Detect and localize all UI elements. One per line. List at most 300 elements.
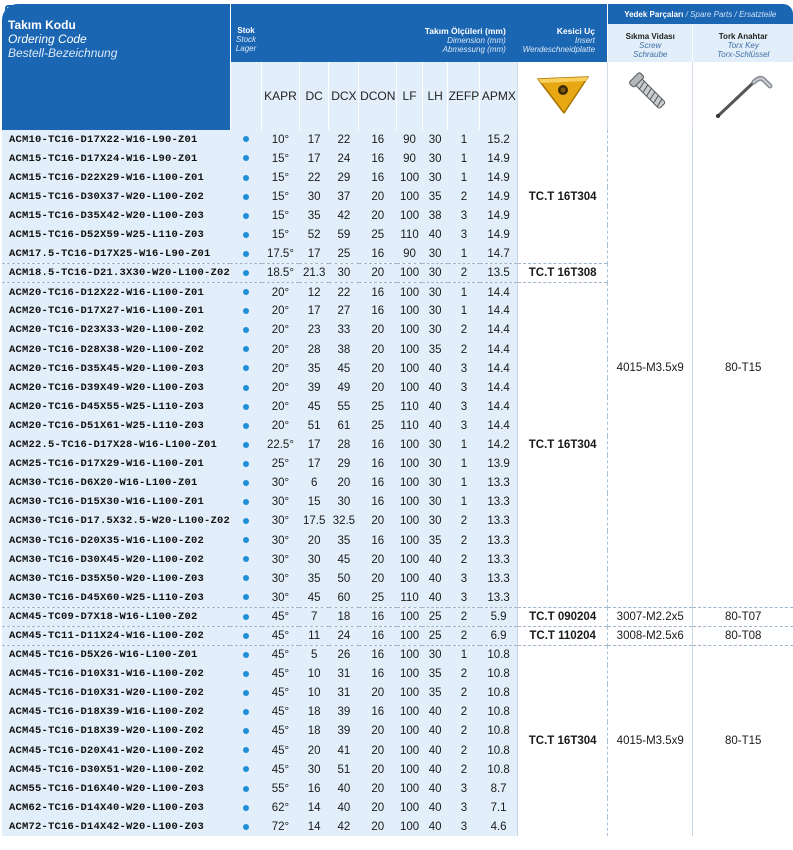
dcx-cell: 61 bbox=[329, 416, 359, 435]
spare-sep-2: / bbox=[732, 9, 739, 19]
kapr-cell: 45° bbox=[262, 626, 300, 645]
dc-cell: 39 bbox=[299, 378, 329, 397]
screw-en: Screw bbox=[639, 41, 662, 50]
lf-cell: 100 bbox=[397, 340, 423, 359]
stock-dot-icon bbox=[243, 594, 249, 600]
ordering-code-cell: ACM55-TC16-D16X40-W20-L100-Z03 bbox=[2, 779, 230, 798]
dcx-cell: 39 bbox=[329, 703, 359, 722]
apmx-cell: 14.4 bbox=[480, 416, 518, 435]
dcx-cell: 49 bbox=[329, 378, 359, 397]
dcon-cell: 20 bbox=[359, 760, 397, 779]
dcx-cell: 25 bbox=[329, 245, 359, 264]
lh-cell: 40 bbox=[422, 397, 448, 416]
dimension-de: Abmessung (mm) bbox=[442, 45, 506, 54]
dc-cell: 17 bbox=[299, 130, 329, 149]
kapr-cell: 30° bbox=[262, 569, 300, 588]
stock-header bbox=[230, 4, 261, 62]
apmx-cell: 10.8 bbox=[480, 722, 518, 741]
dc-cell: 17 bbox=[299, 245, 329, 264]
dcx-cell: 39 bbox=[329, 722, 359, 741]
stock-dot-icon bbox=[243, 652, 249, 658]
kapr-cell: 17.5° bbox=[262, 245, 300, 264]
ordering-code-cell: ACM18.5-TC16-D21.3X30-W20-L100-Z02 bbox=[2, 264, 230, 283]
dcx-cell: 35 bbox=[329, 531, 359, 550]
dcx-cell: 24 bbox=[329, 149, 359, 168]
zefp-cell: 3 bbox=[448, 359, 480, 378]
lf-cell: 100 bbox=[397, 531, 423, 550]
lf-cell: 100 bbox=[397, 760, 423, 779]
apmx-cell: 14.4 bbox=[480, 321, 518, 340]
apmx-cell: 13.3 bbox=[480, 512, 518, 531]
stock-cell bbox=[230, 149, 261, 168]
kapr-cell: 45° bbox=[262, 665, 300, 684]
lh-cell: 40 bbox=[422, 359, 448, 378]
lf-cell: 100 bbox=[397, 206, 423, 225]
zefp-cell: 3 bbox=[448, 416, 480, 435]
ordering-code-cell: ACM15-TC16-D17X24-W16-L90-Z01 bbox=[2, 149, 230, 168]
insert-cell: TC.T 16T304 bbox=[518, 283, 608, 608]
zefp-cell: 1 bbox=[448, 245, 480, 264]
col-kapr: KAPR bbox=[262, 62, 300, 130]
spare-parts-en: Spare Parts bbox=[690, 9, 733, 19]
zefp-cell: 1 bbox=[448, 436, 480, 455]
kapr-cell: 45° bbox=[262, 684, 300, 703]
dcon-cell: 16 bbox=[359, 149, 397, 168]
apmx-cell: 10.8 bbox=[480, 646, 518, 665]
dcon-cell: 16 bbox=[359, 493, 397, 512]
stock-cell bbox=[230, 206, 261, 225]
dcon-cell: 16 bbox=[359, 302, 397, 321]
screw-tr: Sıkma Vidası bbox=[625, 32, 675, 41]
dcx-cell: 22 bbox=[329, 283, 359, 302]
zefp-cell: 2 bbox=[448, 187, 480, 206]
kapr-cell: 30° bbox=[262, 474, 300, 493]
zefp-cell: 1 bbox=[448, 474, 480, 493]
ordering-code-cell: ACM10-TC16-D17X22-W16-L90-Z01 bbox=[2, 130, 230, 149]
key-cell: 80-T08 bbox=[693, 626, 793, 645]
stock-cell bbox=[230, 378, 261, 397]
ordering-code-cell: ACM20-TC16-D39X49-W20-L100-Z03 bbox=[2, 378, 230, 397]
stock-dot-icon bbox=[243, 499, 249, 505]
lh-cell: 35 bbox=[422, 340, 448, 359]
lf-cell: 100 bbox=[397, 168, 423, 187]
ordering-code-cell: ACM15-TC16-D30X37-W20-L100-Z02 bbox=[2, 187, 230, 206]
zefp-cell: 2 bbox=[448, 665, 480, 684]
lf-cell: 100 bbox=[397, 569, 423, 588]
torx-key-icon bbox=[708, 68, 778, 120]
stock-dot-icon bbox=[243, 213, 249, 219]
ordering-code-cell: ACM45-TC16-D18X39-W20-L100-Z02 bbox=[2, 722, 230, 741]
dcx-cell: 18 bbox=[329, 607, 359, 626]
lh-cell: 30 bbox=[422, 168, 448, 187]
lh-cell: 30 bbox=[422, 283, 448, 302]
ordering-code-cell: ACM22.5-TC16-D17X28-W16-L100-Z01 bbox=[2, 436, 230, 455]
dc-cell: 18 bbox=[299, 703, 329, 722]
dc-cell: 21.3 bbox=[299, 264, 329, 283]
dimension-en: Dimension (mm) bbox=[447, 36, 506, 45]
dcx-cell: 30 bbox=[329, 493, 359, 512]
lf-cell: 90 bbox=[397, 130, 423, 149]
apmx-cell: 10.8 bbox=[480, 665, 518, 684]
table-row bbox=[2, 607, 793, 626]
lf-cell: 100 bbox=[397, 264, 423, 283]
ordering-code-cell: ACM30-TC16-D30X45-W20-L100-Z02 bbox=[2, 550, 230, 569]
stock-cell bbox=[230, 283, 261, 302]
dcx-cell: 41 bbox=[329, 741, 359, 760]
stock-dot-icon bbox=[243, 155, 249, 161]
lh-cell: 40 bbox=[422, 703, 448, 722]
insert-image bbox=[518, 62, 608, 130]
tool-spec-table bbox=[2, 4, 793, 836]
kapr-cell: 20° bbox=[262, 302, 300, 321]
stock-cell bbox=[230, 321, 261, 340]
zefp-cell: 3 bbox=[448, 378, 480, 397]
stock-dot-icon bbox=[243, 365, 249, 371]
stock-dot-icon bbox=[243, 327, 249, 333]
lf-cell: 100 bbox=[397, 817, 423, 836]
lh-cell: 40 bbox=[422, 416, 448, 435]
apmx-cell: 14.9 bbox=[480, 149, 518, 168]
dcon-cell: 16 bbox=[359, 531, 397, 550]
col-apmx: APMX bbox=[480, 62, 518, 130]
col-lh: LH bbox=[422, 62, 448, 130]
stock-cell bbox=[230, 397, 261, 416]
stock-cell bbox=[230, 665, 261, 684]
dcx-cell: 42 bbox=[329, 206, 359, 225]
dc-cell: 5 bbox=[299, 646, 329, 665]
dcon-cell: 20 bbox=[359, 340, 397, 359]
dcx-cell: 30 bbox=[329, 264, 359, 283]
screw-cell: 4015-M3.5x9 bbox=[608, 130, 693, 607]
lh-cell: 40 bbox=[422, 550, 448, 569]
stock-label-spacer bbox=[230, 62, 261, 130]
stock-dot-icon bbox=[243, 480, 249, 486]
zefp-cell: 1 bbox=[448, 130, 480, 149]
apmx-cell: 14.4 bbox=[480, 340, 518, 359]
apmx-cell: 14.4 bbox=[480, 359, 518, 378]
lh-cell: 30 bbox=[422, 455, 448, 474]
dcx-cell: 45 bbox=[329, 359, 359, 378]
key-image bbox=[693, 62, 793, 130]
kapr-cell: 20° bbox=[262, 397, 300, 416]
screw-icon bbox=[622, 69, 678, 119]
ordering-code-tr: Takım Kodu bbox=[8, 18, 76, 32]
kapr-cell: 55° bbox=[262, 779, 300, 798]
lf-cell: 100 bbox=[397, 626, 423, 645]
zefp-cell: 2 bbox=[448, 340, 480, 359]
kapr-cell: 45° bbox=[262, 722, 300, 741]
col-dcon: DCON bbox=[359, 62, 397, 130]
key-cell: 80-T07 bbox=[693, 607, 793, 626]
dc-cell: 28 bbox=[299, 340, 329, 359]
dcx-cell: 27 bbox=[329, 302, 359, 321]
stock-cell bbox=[230, 550, 261, 569]
kapr-cell: 72° bbox=[262, 817, 300, 836]
stock-dot-icon bbox=[243, 289, 249, 295]
dcon-cell: 16 bbox=[359, 646, 397, 665]
ordering-code-en: Ordering Code bbox=[8, 32, 87, 46]
ordering-code-cell: ACM72-TC16-D14X42-W20-L100-Z03 bbox=[2, 817, 230, 836]
stock-de: Lager bbox=[235, 44, 257, 53]
insert-cell: TC.T 16T304 bbox=[518, 130, 608, 264]
lf-cell: 100 bbox=[397, 436, 423, 455]
dcx-cell: 31 bbox=[329, 684, 359, 703]
stock-dot-icon bbox=[243, 709, 249, 715]
lf-cell: 100 bbox=[397, 607, 423, 626]
stock-cell bbox=[230, 703, 261, 722]
apmx-cell: 10.8 bbox=[480, 684, 518, 703]
key-header bbox=[693, 24, 793, 62]
stock-cell bbox=[230, 168, 261, 187]
zefp-cell: 2 bbox=[448, 703, 480, 722]
dc-cell: 35 bbox=[299, 359, 329, 378]
stock-cell bbox=[230, 531, 261, 550]
dcx-cell: 37 bbox=[329, 187, 359, 206]
ordering-code-cell: ACM30-TC16-D45X60-W25-L110-Z03 bbox=[2, 588, 230, 607]
stock-cell bbox=[230, 741, 261, 760]
dcx-cell: 32.5 bbox=[329, 512, 359, 531]
stock-cell bbox=[230, 245, 261, 264]
lh-cell: 25 bbox=[422, 607, 448, 626]
kapr-cell: 22.5° bbox=[262, 436, 300, 455]
dc-cell: 35 bbox=[299, 206, 329, 225]
apmx-cell: 13.3 bbox=[480, 569, 518, 588]
zefp-cell: 1 bbox=[448, 455, 480, 474]
stock-dot-icon bbox=[243, 805, 249, 811]
stock-dot-icon bbox=[243, 671, 249, 677]
kapr-cell: 30° bbox=[262, 550, 300, 569]
stock-cell bbox=[230, 512, 261, 531]
lf-cell: 100 bbox=[397, 722, 423, 741]
ordering-code-cell: ACM25-TC16-D17X29-W16-L100-Z01 bbox=[2, 455, 230, 474]
dcon-cell: 16 bbox=[359, 474, 397, 493]
stock-cell bbox=[230, 455, 261, 474]
lf-cell: 100 bbox=[397, 187, 423, 206]
dc-cell: 16 bbox=[299, 779, 329, 798]
ordering-code-cell: ACM45-TC11-D11X24-W16-L100-Z02 bbox=[2, 626, 230, 645]
dc-cell: 51 bbox=[299, 416, 329, 435]
stock-dot-icon bbox=[243, 537, 249, 543]
zefp-cell: 3 bbox=[448, 569, 480, 588]
insert-tr: Kesici Uç bbox=[556, 26, 596, 36]
lf-cell: 100 bbox=[397, 684, 423, 703]
lf-cell: 100 bbox=[397, 455, 423, 474]
zefp-cell: 2 bbox=[448, 741, 480, 760]
dcx-cell: 60 bbox=[329, 588, 359, 607]
dcx-cell: 28 bbox=[329, 436, 359, 455]
dcon-cell: 25 bbox=[359, 588, 397, 607]
zefp-cell: 3 bbox=[448, 779, 480, 798]
lf-cell: 110 bbox=[397, 588, 423, 607]
stock-dot-icon bbox=[243, 633, 249, 639]
dc-cell: 22 bbox=[299, 168, 329, 187]
lh-cell: 40 bbox=[422, 760, 448, 779]
stock-dot-icon bbox=[243, 747, 249, 753]
lh-cell: 30 bbox=[422, 646, 448, 665]
dcon-cell: 16 bbox=[359, 665, 397, 684]
ordering-code-cell: ACM20-TC16-D45X55-W25-L110-Z03 bbox=[2, 397, 230, 416]
dcx-cell: 38 bbox=[329, 340, 359, 359]
stock-dot-icon bbox=[243, 461, 249, 467]
zefp-cell: 3 bbox=[448, 588, 480, 607]
zefp-cell: 2 bbox=[448, 684, 480, 703]
lh-cell: 40 bbox=[422, 817, 448, 836]
zefp-cell: 3 bbox=[448, 397, 480, 416]
dc-cell: 30 bbox=[299, 550, 329, 569]
ordering-code-cell: ACM20-TC16-D23X33-W20-L100-Z02 bbox=[2, 321, 230, 340]
kapr-cell: 15° bbox=[262, 225, 300, 244]
lh-cell: 35 bbox=[422, 531, 448, 550]
stock-cell bbox=[230, 569, 261, 588]
spare-parts-tr: Yedek Parçaları bbox=[624, 9, 684, 19]
stock-dot-icon bbox=[243, 614, 249, 620]
stock-cell bbox=[230, 130, 261, 149]
col-dcx: DCX bbox=[329, 62, 359, 130]
dc-cell: 17 bbox=[299, 455, 329, 474]
dc-cell: 52 bbox=[299, 225, 329, 244]
ordering-code-cell: ACM20-TC16-D17X27-W16-L100-Z01 bbox=[2, 302, 230, 321]
lf-cell: 100 bbox=[397, 779, 423, 798]
screw-image bbox=[608, 62, 693, 130]
apmx-cell: 14.2 bbox=[480, 436, 518, 455]
ordering-code-cell: ACM45-TC16-D5X26-W16-L100-Z01 bbox=[2, 646, 230, 665]
dc-cell: 11 bbox=[299, 626, 329, 645]
ordering-code-cell: ACM30-TC16-D6X20-W16-L100-Z01 bbox=[2, 474, 230, 493]
apmx-cell: 13.3 bbox=[480, 588, 518, 607]
lf-cell: 100 bbox=[397, 493, 423, 512]
zefp-cell: 3 bbox=[448, 206, 480, 225]
dcon-cell: 20 bbox=[359, 798, 397, 817]
stock-cell bbox=[230, 684, 261, 703]
kapr-cell: 45° bbox=[262, 760, 300, 779]
zefp-cell: 2 bbox=[448, 512, 480, 531]
apmx-cell: 8.7 bbox=[480, 779, 518, 798]
zefp-cell: 2 bbox=[448, 607, 480, 626]
screw-header bbox=[608, 24, 693, 62]
stock-dot-icon bbox=[243, 556, 249, 562]
ordering-code-cell: ACM45-TC16-D18X39-W16-L100-Z02 bbox=[2, 703, 230, 722]
kapr-cell: 30° bbox=[262, 588, 300, 607]
zefp-cell: 2 bbox=[448, 550, 480, 569]
dcx-cell: 22 bbox=[329, 130, 359, 149]
lh-cell: 30 bbox=[422, 149, 448, 168]
ordering-code-cell: ACM15-TC16-D52X59-W25-L110-Z03 bbox=[2, 225, 230, 244]
dcon-cell: 16 bbox=[359, 130, 397, 149]
dcon-cell: 20 bbox=[359, 779, 397, 798]
insert-header bbox=[518, 4, 608, 62]
ordering-code-cell: ACM30-TC16-D20X35-W16-L100-Z02 bbox=[2, 531, 230, 550]
zefp-cell: 2 bbox=[448, 264, 480, 283]
kapr-cell: 45° bbox=[262, 646, 300, 665]
stock-dot-icon bbox=[243, 404, 249, 410]
stock-cell bbox=[230, 302, 261, 321]
kapr-cell: 30° bbox=[262, 531, 300, 550]
lf-cell: 100 bbox=[397, 302, 423, 321]
insert-de: Wendeschneidplatte bbox=[522, 45, 596, 54]
dcon-cell: 16 bbox=[359, 455, 397, 474]
screw-cell: 3008-M2.5x6 bbox=[608, 626, 693, 645]
dcon-cell: 20 bbox=[359, 722, 397, 741]
stock-dot-icon bbox=[243, 136, 249, 142]
lf-cell: 100 bbox=[397, 798, 423, 817]
lf-cell: 110 bbox=[397, 225, 423, 244]
kapr-cell: 30° bbox=[262, 493, 300, 512]
apmx-cell: 6.9 bbox=[480, 626, 518, 645]
kapr-cell: 45° bbox=[262, 703, 300, 722]
kapr-cell: 18.5° bbox=[262, 264, 300, 283]
dcx-cell: 26 bbox=[329, 646, 359, 665]
dcx-cell: 31 bbox=[329, 665, 359, 684]
stock-cell bbox=[230, 359, 261, 378]
dcx-cell: 55 bbox=[329, 397, 359, 416]
lh-cell: 30 bbox=[422, 474, 448, 493]
dimension-tr: Takım Ölçüleri (mm) bbox=[424, 26, 506, 36]
dcon-cell: 16 bbox=[359, 626, 397, 645]
lf-cell: 100 bbox=[397, 378, 423, 397]
lh-cell: 30 bbox=[422, 302, 448, 321]
zefp-cell: 1 bbox=[448, 646, 480, 665]
ordering-code-cell: ACM62-TC16-D14X40-W20-L100-Z03 bbox=[2, 798, 230, 817]
dcon-cell: 16 bbox=[359, 245, 397, 264]
dcx-cell: 59 bbox=[329, 225, 359, 244]
apmx-cell: 14.9 bbox=[480, 187, 518, 206]
ordering-code-cell: ACM30-TC16-D17.5X32.5-W20-L100-Z02 bbox=[2, 512, 230, 531]
stock-dot-icon bbox=[243, 442, 249, 448]
dc-cell: 20 bbox=[299, 741, 329, 760]
dc-cell: 17 bbox=[299, 302, 329, 321]
kapr-cell: 15° bbox=[262, 187, 300, 206]
dcx-cell: 24 bbox=[329, 626, 359, 645]
lh-cell: 38 bbox=[422, 206, 448, 225]
dcon-cell: 20 bbox=[359, 321, 397, 340]
apmx-cell: 13.5 bbox=[480, 264, 518, 283]
dcon-cell: 20 bbox=[359, 264, 397, 283]
stock-dot-icon bbox=[243, 766, 249, 772]
lf-cell: 100 bbox=[397, 283, 423, 302]
stock-dot-icon bbox=[243, 270, 249, 276]
lf-cell: 90 bbox=[397, 245, 423, 264]
insert-cell: TC.T 16T304 bbox=[518, 646, 608, 837]
kapr-cell: 30° bbox=[262, 512, 300, 531]
stock-dot-icon bbox=[243, 690, 249, 696]
kapr-cell: 62° bbox=[262, 798, 300, 817]
zefp-cell: 1 bbox=[448, 283, 480, 302]
stock-dot-icon bbox=[243, 346, 249, 352]
apmx-cell: 5.9 bbox=[480, 607, 518, 626]
dc-cell: 18 bbox=[299, 722, 329, 741]
stock-cell bbox=[230, 493, 261, 512]
key-cell: 80-T15 bbox=[693, 130, 793, 607]
key-cell: 80-T15 bbox=[693, 646, 793, 837]
triangular-insert-icon bbox=[532, 71, 594, 117]
ordering-code-cell: ACM45-TC16-D10X31-W20-L100-Z02 bbox=[2, 684, 230, 703]
stock-cell bbox=[230, 646, 261, 665]
insert-en: Insert bbox=[575, 36, 596, 45]
dcx-cell: 29 bbox=[329, 168, 359, 187]
lh-cell: 40 bbox=[422, 588, 448, 607]
lh-cell: 35 bbox=[422, 684, 448, 703]
dcx-cell: 29 bbox=[329, 455, 359, 474]
lf-cell: 100 bbox=[397, 474, 423, 493]
lf-cell: 100 bbox=[397, 703, 423, 722]
ordering-code-cell: ACM15-TC16-D35X42-W20-L100-Z03 bbox=[2, 206, 230, 225]
lh-cell: 30 bbox=[422, 245, 448, 264]
stock-dot-icon bbox=[243, 251, 249, 257]
apmx-cell: 13.3 bbox=[480, 550, 518, 569]
zefp-cell: 3 bbox=[448, 225, 480, 244]
zefp-cell: 2 bbox=[448, 626, 480, 645]
tool-rows bbox=[2, 130, 793, 836]
